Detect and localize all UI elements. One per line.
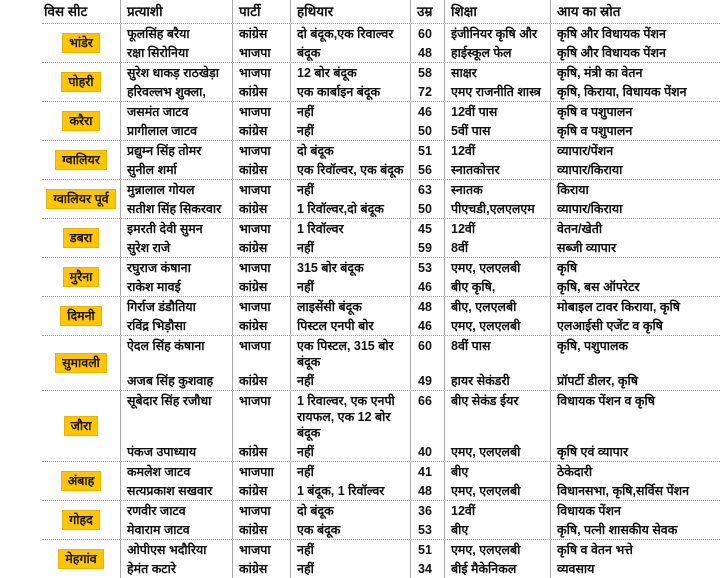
candidate-weapons: नहीं <box>290 238 410 257</box>
candidate-age: 50 <box>410 199 444 218</box>
candidate-income: कृषि, मंत्री का वेतन <box>550 63 720 82</box>
candidate-name: सुरेश धाकड़ राठखेड़ा <box>120 63 232 82</box>
candidate-weapons: नहीं <box>290 540 410 559</box>
candidate-weapons: नहीं <box>290 462 410 481</box>
candidate-weapons: नहीं <box>290 102 410 121</box>
candidate-weapons: एक पिस्टल, 315 बोर बंदूक <box>290 336 410 371</box>
candidate-education: एमए राजनीति शास्त्र <box>444 82 550 101</box>
candidate-education: स्नातक <box>444 180 550 199</box>
candidate-age: 46 <box>410 102 444 121</box>
candidate-age: 56 <box>410 160 444 179</box>
seat-group <box>42 391 720 462</box>
candidate-party: कांग्रेस <box>232 199 290 218</box>
candidate-education: 8वीं पास <box>444 336 550 371</box>
table-body <box>42 24 720 578</box>
candidate-education: इंजीनियर कृषि और <box>444 24 550 43</box>
candidate-party: भाजपा <box>232 336 290 371</box>
candidate-age: 49 <box>410 371 444 390</box>
seat-group <box>42 141 720 180</box>
candidate-age: 46 <box>410 277 444 296</box>
candidate-education: बीए <box>444 520 550 539</box>
candidate-party: कांग्रेस <box>232 121 290 140</box>
candidate-age: 51 <box>410 540 444 559</box>
candidate-party: भाजपा <box>232 258 290 277</box>
candidate-weapons: नहीं <box>290 442 410 461</box>
candidate-age: 45 <box>410 219 444 238</box>
seat-cell <box>42 336 120 390</box>
candidate-income: व्यापार/किराया <box>550 160 720 179</box>
candidate-party: कांग्रेस <box>232 82 290 101</box>
candidate-income: कृषि <box>550 258 720 277</box>
candidate-income: किराया <box>550 180 720 199</box>
candidate-party: भाजपा <box>232 43 290 62</box>
candidate-name: रक्षा सिरोनिया <box>120 43 232 62</box>
candidate-party: कांग्रेस <box>232 238 290 257</box>
candidate-age: 36 <box>410 501 444 520</box>
candidate-age: 53 <box>410 520 444 539</box>
seat-badge: पोहरी <box>61 72 100 92</box>
candidate-income: कृषि व पशुपालन <box>550 102 720 121</box>
candidate-party: कांग्रेस <box>232 371 290 390</box>
candidate-income: ठेकेदारी <box>550 462 720 481</box>
seat-cell <box>42 102 120 140</box>
seat-group <box>42 24 720 63</box>
candidate-name: फूलसिंह बरैया <box>120 24 232 43</box>
candidate-name: सुनील शर्मा <box>120 160 232 179</box>
candidate-income: व्यवसाय <box>550 559 720 578</box>
candidate-education: एमए, एलएलबी <box>444 258 550 277</box>
candidate-income: व्यापार/किराया <box>550 199 720 218</box>
candidate-income: कृषि और विधायक पेंशन <box>550 43 720 62</box>
candidate-name: गिर्राज डंडौतिया <box>120 297 232 316</box>
candidate-age: 58 <box>410 63 444 82</box>
candidate-age: 41 <box>410 462 444 481</box>
header-candidate: प्रत्याशी <box>120 0 232 23</box>
seat-badge: करैरा <box>62 111 99 131</box>
candidate-age: 60 <box>410 336 444 371</box>
header-weapons: हथियार <box>290 0 410 23</box>
candidate-age: 63 <box>410 180 444 199</box>
candidate-party: भाजपा <box>232 219 290 238</box>
candidate-income: कृषि, किराया, विधायक पेंशन <box>550 82 720 101</box>
seat-badge: डबरा <box>63 228 99 248</box>
seat-group <box>42 540 720 578</box>
candidate-name: प्रद्युम्न सिंह तोमर <box>120 141 232 160</box>
candidate-age: 59 <box>410 238 444 257</box>
candidate-income: कृषि व वेतन भत्ते <box>550 540 720 559</box>
seat-group <box>42 102 720 141</box>
candidate-name: प्रागीलाल जाटव <box>120 121 232 140</box>
header-seat: विस सीट <box>44 4 88 19</box>
candidate-income: विधायक पेंशन व कृषि <box>550 391 720 442</box>
candidate-weapons: नहीं <box>290 371 410 390</box>
candidate-name: मेवाराम जाटव <box>120 520 232 539</box>
seat-badge: जौरा <box>64 416 99 436</box>
seat-cell <box>42 63 120 101</box>
seat-cell <box>42 501 120 539</box>
candidate-age: 66 <box>410 391 444 442</box>
seat-group <box>42 180 720 219</box>
candidate-party: भाजपा <box>232 180 290 199</box>
candidate-education: साक्षर <box>444 63 550 82</box>
candidate-name: सतीश सिंह सिकरवार <box>120 199 232 218</box>
candidate-education: एमए, एलएलबी <box>444 442 550 461</box>
header-education: शिक्षा <box>444 0 550 23</box>
candidate-name: रघुराज कंषाना <box>120 258 232 277</box>
seat-badge: ग्वालियर पूर्व <box>46 189 115 209</box>
candidate-education: 12वीं <box>444 141 550 160</box>
seat-cell <box>42 540 120 578</box>
seat-badge: गोहद <box>62 510 100 530</box>
candidate-age: 72 <box>410 82 444 101</box>
candidate-name: मुन्नालाल गोयल <box>120 180 232 199</box>
candidate-income: मोबाइल टावर किराया, कृषि <box>550 297 720 316</box>
candidate-education: 5वीं पास <box>444 121 550 140</box>
candidate-income: कृषि, पत्नी शासकीय सेवक <box>550 520 720 539</box>
candidate-party: भाजपा <box>232 501 290 520</box>
candidate-education: एमए, एलएलबी <box>444 481 550 500</box>
candidate-party: भाजपा <box>232 102 290 121</box>
candidate-party: भाजपा <box>232 141 290 160</box>
seat-group <box>42 219 720 258</box>
seat-badge: भांडेर <box>62 33 100 53</box>
candidate-name: हेमंत कटारे <box>120 559 232 578</box>
seat-cell <box>42 258 120 296</box>
seat-group <box>42 501 720 540</box>
candidate-education: हाईस्कूल फेल <box>444 43 550 62</box>
candidate-name: अजब सिंह कुशवाह <box>120 371 232 390</box>
candidate-weapons: एक रिवॉल्वर, एक बंदूक <box>290 160 410 179</box>
candidates-table <box>42 0 720 578</box>
candidate-age: 46 <box>410 316 444 335</box>
candidate-education: 8वीं <box>444 238 550 257</box>
candidate-name: इमरती देवी सुमन <box>120 219 232 238</box>
candidate-age: 34 <box>410 559 444 578</box>
candidate-education: बीए, एलएलबी <box>444 297 550 316</box>
candidate-income: कृषि और विधायक पेंशन <box>550 24 720 43</box>
candidate-age: 51 <box>410 141 444 160</box>
candidate-income: कृषि एवं व्यापार <box>550 442 720 461</box>
candidate-education: एमए, एलएलबी <box>444 540 550 559</box>
candidate-weapons: 12 बोर बंदूक <box>290 63 410 82</box>
seat-badge: मुरैना <box>63 267 100 287</box>
candidate-party: कांग्रेस <box>232 160 290 179</box>
seat-group <box>42 336 720 391</box>
candidate-age: 60 <box>410 24 444 43</box>
candidate-weapons: 1 बंदूक, 1 रिवॉल्वर <box>290 481 410 500</box>
candidate-weapons: नहीं <box>290 277 410 296</box>
seat-badge: ग्वालियर <box>55 150 107 170</box>
candidate-weapons: 1 रिवाल्वर, एक एनपी रायफल, एक 12 बोर बंदूक <box>290 391 410 442</box>
seat-badge: दिमनी <box>60 306 102 326</box>
candidate-weapons: बंदूक <box>290 43 410 62</box>
candidate-weapons: नहीं <box>290 180 410 199</box>
seat-badge: अंबाह <box>61 471 102 491</box>
candidate-name: कमलेश जाटव <box>120 462 232 481</box>
candidate-income: कृषि, बस ऑपरेटर <box>550 277 720 296</box>
candidate-income: एलआईसी एजेंट व कृषि <box>550 316 720 335</box>
seat-group <box>42 258 720 297</box>
candidate-income: कृषि, पशुपालक <box>550 336 720 371</box>
candidate-name: राकेश मावई <box>120 277 232 296</box>
candidate-education: हायर सेकंडरी <box>444 371 550 390</box>
candidate-party: कांग्रेस <box>232 559 290 578</box>
candidate-name: पंकज उपाध्याय <box>120 442 232 461</box>
candidate-education: बीई मैकेनिकल <box>444 559 550 578</box>
candidate-weapons: पिस्टल एनपी बोर <box>290 316 410 335</box>
candidate-age: 48 <box>410 297 444 316</box>
seat-cell <box>42 141 120 179</box>
candidate-weapons: नहीं <box>290 121 410 140</box>
candidate-education: बीए कृषि, <box>444 277 550 296</box>
candidate-age: 40 <box>410 442 444 461</box>
candidate-weapons: दो बंदूक,एक रिवाल्वर <box>290 24 410 43</box>
candidate-weapons: लाइसेंसी बंदूक <box>290 297 410 316</box>
candidate-name: रविंद्र भिड़ौसा <box>120 316 232 335</box>
seat-badge: सुमावली <box>55 353 107 373</box>
candidate-income: विधायक पेंशन <box>550 501 720 520</box>
candidate-education: 12वीं <box>444 219 550 238</box>
seat-cell <box>42 391 120 461</box>
candidate-weapons: 315 बोर बंदूक <box>290 258 410 277</box>
candidate-education: 12वीं <box>444 501 550 520</box>
candidate-income: कृषि व पशुपालन <box>550 121 720 140</box>
candidate-education: एमए, एलएलबी <box>444 316 550 335</box>
candidate-name: रणवीर जाटव <box>120 501 232 520</box>
candidate-weapons: दो बंदूक <box>290 141 410 160</box>
seat-group <box>42 462 720 501</box>
candidate-weapons: 1 रिवॉल्वर,दो बंदूक <box>290 199 410 218</box>
candidate-income: प्रॉपर्टी डीलर, कृषि <box>550 371 720 390</box>
candidate-age: 50 <box>410 121 444 140</box>
seat-badge: मेहगांव <box>58 549 103 569</box>
seat-group <box>42 297 720 336</box>
candidate-age: 48 <box>410 481 444 500</box>
candidate-party: कांग्रेस <box>232 316 290 335</box>
candidate-age: 53 <box>410 258 444 277</box>
candidate-weapons: दो बंदूक <box>290 501 410 520</box>
seat-cell <box>42 180 120 218</box>
candidate-income: सब्जी व्यापार <box>550 238 720 257</box>
candidate-weapons: नहीं <box>290 559 410 578</box>
candidate-party: कांग्रेस <box>232 277 290 296</box>
candidate-name: सत्यप्रकाश सखवार <box>120 481 232 500</box>
candidate-education: स्नातकोत्तर <box>444 160 550 179</box>
seat-cell <box>42 462 120 500</box>
candidate-weapons: 1 रिवॉल्वर <box>290 219 410 238</box>
candidate-name: सुरेश राजे <box>120 238 232 257</box>
header-age: उम्र <box>410 0 444 23</box>
candidate-name: हरिवल्लभ शुक्ला, <box>120 82 232 101</box>
candidate-party: भाजपा <box>232 297 290 316</box>
table-header-row <box>42 0 720 24</box>
candidate-party: भाजपाा <box>232 462 290 481</box>
candidate-party: कांग्रेस <box>232 24 290 43</box>
seat-cell <box>42 297 120 335</box>
candidate-party: भाजपा <box>232 540 290 559</box>
candidate-name: जसमंत जाटव <box>120 102 232 121</box>
candidate-weapons: एक कार्बाइन बंदूक <box>290 82 410 101</box>
header-income: आय का स्रोत <box>550 0 720 23</box>
candidate-party: भाजपा <box>232 63 290 82</box>
candidate-party: कांग्रेस <box>232 481 290 500</box>
candidate-party: भाजपा <box>232 391 290 442</box>
candidate-party: कांग्रेस <box>232 520 290 539</box>
seat-cell <box>42 24 120 62</box>
candidate-income: व्यापार/पेंशन <box>550 141 720 160</box>
candidate-income: वेतन/खेती <box>550 219 720 238</box>
candidate-name: ऐदल सिंह कंषाना <box>120 336 232 371</box>
candidate-party: कांग्रेस <box>232 442 290 461</box>
candidate-name: सूबेदार सिंह रजौधा <box>120 391 232 442</box>
candidate-education: पीएचडी,एलएलएम <box>444 199 550 218</box>
candidate-weapons: एक बंदूक <box>290 520 410 539</box>
candidate-education: बीए सेकंड ईयर <box>444 391 550 442</box>
candidate-income: विधानसभा, कृषि,सर्विस पेंशन <box>550 481 720 500</box>
candidate-education: 12वीं पास <box>444 102 550 121</box>
seat-group <box>42 63 720 102</box>
header-party: पार्टी <box>232 0 290 23</box>
candidate-name: ओपीएस भदौरिया <box>120 540 232 559</box>
candidate-education: बीए <box>444 462 550 481</box>
candidate-age: 48 <box>410 43 444 62</box>
seat-cell <box>42 219 120 257</box>
